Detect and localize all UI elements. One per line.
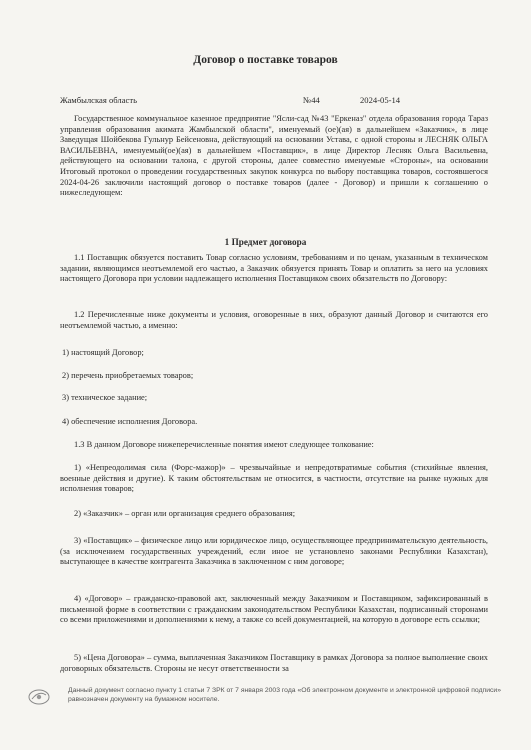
list-item: 1) настоящий Договор;: [62, 348, 144, 357]
contract-date: 2024-05-14: [360, 95, 401, 105]
definition-5: 5) «Цена Договора» – сумма, выплаченная Заказчиком Поставщику в рамках Договора за полное выполнение своих договорных обязательств. Стороны не несут ответственности за: [60, 653, 488, 673]
contract-number: №44: [303, 95, 320, 105]
list-item: 3) техническое задание;: [62, 393, 148, 402]
document-title: Договор о поставке товаров: [193, 54, 338, 66]
e-signature-footer: [28, 686, 501, 712]
clause-1-2: 1.2 Перечисленные ниже документы и условия, оговоренные в них, образуют данный Договор и считаются его неотъемлемой частью, а именно:: [60, 310, 488, 330]
intro-paragraph: Государственное коммунальное казенное предприятие "Ясли-сад №43 "Еркеназ" отдела образования города Тараз управления образования акимата Жамбылской области", именуемый (ое)(ая) в дальнейшем «Заказчик», в лице Заведущая Шойбекова Гульнур Бейсеновна, действующий на основании Устава, с одной стороны и ЛЕСНЯК ОЛЬГА ВАСИЛЬЕВНА, именуемый(ое)(ая) в дальнейшем «Поставщик», в лице Директор Лесняк Ольга Васильевна, действующего на основании талона, с другой стороны, далее совместно именуемые «Стороны», на основании Итоговый протокол о проведении государственных закупок конкурса по выбору поставщика товаров, состоявшегося 2024-04-26 заключили настоящий договор о поставке товаров (далее - Договор) и пришли к соглашению о нижеследующем:: [60, 114, 488, 198]
region-label: Жамбылская область: [60, 95, 137, 105]
definition-3: 3) «Поставщик» – физическое лицо или юридическое лицо, осуществляющее предпринимательскую деятельность, (за исключением государственных учреждений, если иное не установлено законами Республики Казахстан), выступающее в качестве контрагента Заказчика в заключенном с ним договоре;: [60, 536, 488, 567]
definition-4: 4) «Договор» – гражданско-правовой акт, заключенный между Заказчиком и Поставщиком, зафиксированный в письменной форме в соответствии с гражданским законодательством Республики Казахстан, подписанный сторонами со всеми приложениями и дополнениями к нему, а также со всей документацией, на которую в договоре есть ссылки;: [60, 594, 488, 625]
list-item: 4) обеспечение исполнения Договора.: [62, 417, 198, 426]
clause-1-1: 1.1 Поставщик обязуется поставить Товар согласно условиям, требованиям и по ценам, указанным в техническом задании, являющимся неотъемлемой его частью, а Заказчик обязуется принять Товар и оплатить за него на условиях настоящего Договора при условии надлежащего исполнения Поставщиком своих обязательств по Договору:: [60, 253, 488, 284]
section-heading-1: 1 Предмет договора: [224, 237, 307, 247]
e-document-logo-icon: [28, 688, 50, 706]
clause-1-3: 1.3 В данном Договоре нижеперечисленные понятия имеют следующее толкование:: [74, 440, 374, 449]
definition-1: 1) «Непреодолимая сила (Форс-мажор)» – чрезвычайные и непредотвратимые события (стихийные явления, военные действия и другие). К таким обстоятельствам не относится, в частности, отсутствие на рынке нужных для исполнения товаров;: [60, 463, 488, 494]
footer-legal-notice: Данный документ согласно пункту 1 статьи 7 ЗРК от 7 января 2003 года «Об электронном документе и электронной цифровой подписи» равнозначен документу на бумажном носителе.: [68, 687, 501, 703]
definition-2: 2) «Заказчик» – орган или организация среднего образования;: [74, 509, 296, 518]
list-item: 2) перечень приобретаемых товаров;: [62, 371, 194, 380]
